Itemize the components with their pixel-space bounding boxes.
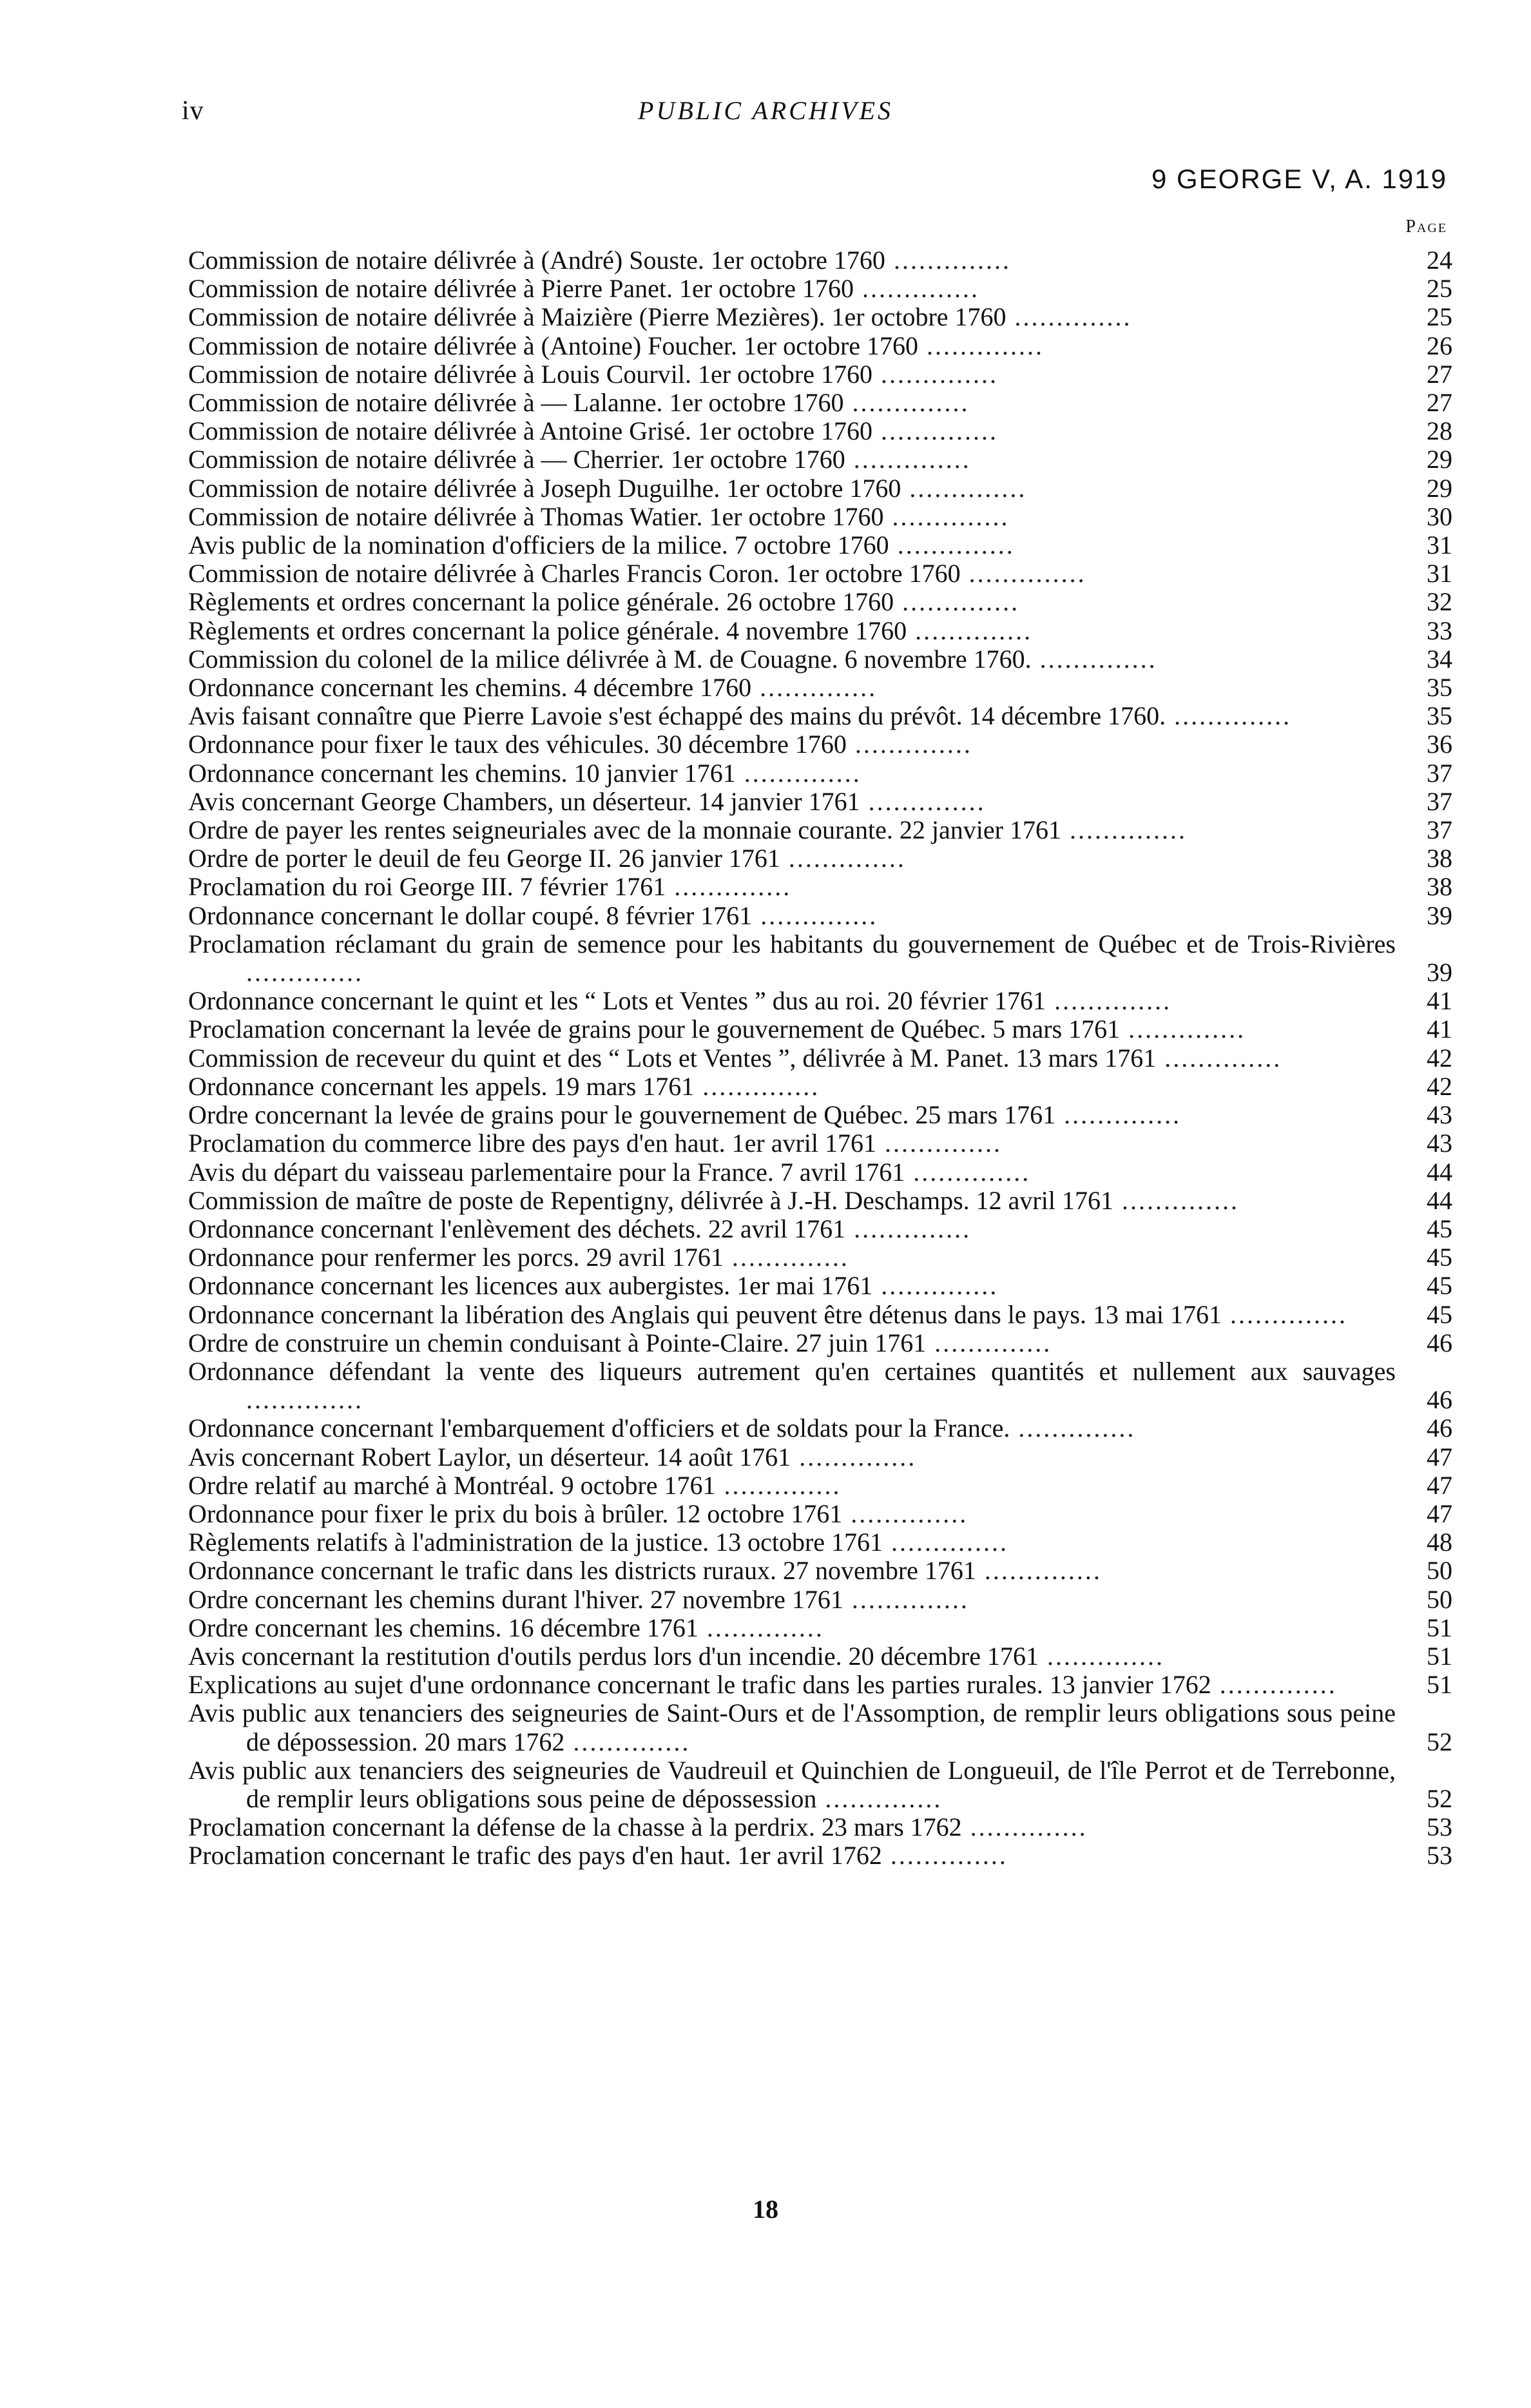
toc-entry-title: Commission de notaire délivrée à Antoine Grisé. 1er octobre 1760 [188,416,872,446]
toc-entry-title: Commission de notaire délivrée à — Lalanne. 1er octobre 1760 [188,388,844,418]
dot-leader: .............. [564,1727,691,1756]
toc-entry-wrapper [188,1557,1396,1585]
toc-entry-title: Ordre de porter le deuil de feu George II. 26 janvier 1761 [188,844,780,873]
toc-entry [188,1101,1452,1129]
table-of-contents [188,246,1452,1870]
toc-entry [188,1357,1452,1414]
toc-entry-page: 52 [1427,1783,1452,1813]
toc-entry-title: Proclamation concernant la défense de la chasse à la perdrix. 23 mars 1762 [188,1812,962,1842]
toc-entry-wrapper [188,1528,1396,1557]
toc-entry-title: Ordonnance concernant la libération des Anglais qui peuvent être détenus dans le pays. 13 mai 1761 [188,1299,1222,1329]
toc-entry-title: Commission de notaire délivrée à Joseph Duguilhe. 1er octobre 1760 [188,473,901,503]
dot-leader: .............. [976,1556,1102,1586]
toc-entry [188,1243,1452,1272]
toc-entry [188,1500,1452,1528]
toc-entry-page: 25 [1427,274,1452,304]
toc-entry-page: 42 [1427,1043,1452,1073]
toc-entry-title: Ordonnance concernant les appels. 19 mars 1761 [188,1071,695,1101]
dot-leader: .............. [843,1584,969,1614]
toc-entry-page: 44 [1427,1185,1452,1215]
dot-leader: .............. [872,359,998,389]
toc-entry-page: 53 [1427,1841,1452,1870]
dot-leader: .............. [885,246,1011,275]
toc-entry-wrapper [188,1243,1396,1272]
dot-leader: .............. [918,331,1045,360]
toc-entry [188,1586,1452,1614]
toc-entry-title: Ordonnance concernant les chemins. 4 décembre 1760 [188,673,752,703]
toc-entry-wrapper [188,702,1396,730]
dot-leader: .............. [1120,1015,1246,1044]
toc-entry [188,816,1452,844]
dot-leader: .............. [715,1470,842,1500]
toc-entry [188,389,1452,417]
toc-entry-wrapper [188,902,1396,930]
toc-entry-wrapper [188,332,1396,360]
toc-entry-title: Avis public aux tenanciers des seigneuries de Vaudreuil et Quinchien de Longueuil, de l'île Perrot et de Terrebonne, de remplir leurs obligations sous peine de dépossession [188,1755,1396,1813]
toc-entry-page: 48 [1427,1528,1452,1557]
dot-leader: .............. [666,872,792,902]
toc-entry [188,1015,1452,1044]
toc-entry [188,1215,1452,1243]
toc-entry-title: Avis concernant la restitution d'outils perdus lors d'un incendie. 20 décembre 1761 [188,1641,1039,1671]
toc-entry-title: Ordonnance concernant l'enlèvement des déchets. 22 avril 1761 [188,1214,846,1243]
toc-entry-title: Commission de notaire délivrée à Maizière (Pierre Mezières). 1er octobre 1760 [188,302,1006,332]
toc-entry-wrapper [188,303,1396,331]
toc-entry [188,1272,1452,1300]
dot-leader: .............. [1046,986,1172,1016]
toc-entry-title: Règlements et ordres concernant la police générale. 26 octobre 1760 [188,587,894,617]
toc-entry [188,1813,1452,1841]
toc-entry-title: Commission du colonel de la milice délivrée à M. de Couagne. 6 novembre 1760. [188,644,1032,674]
toc-entry-wrapper [188,389,1396,417]
dot-leader: .............. [816,1783,943,1813]
toc-entry [188,1044,1452,1073]
dot-leader: .............. [1166,701,1292,731]
toc-entry-wrapper [188,645,1396,674]
dot-leader: .............. [843,388,970,418]
toc-entry-title: Ordonnance concernant les licences aux aubergistes. 1er mai 1761 [188,1271,873,1301]
running-head: PUBLIC ARCHIVES [638,96,893,125]
toc-entry-wrapper [188,417,1396,445]
toc-entry-page: 35 [1427,673,1452,703]
page-column-heading: Page [1405,217,1447,237]
toc-entry-wrapper [188,730,1396,759]
toc-entry [188,759,1452,788]
toc-entry-title: Proclamation concernant le trafic des pays d'en haut. 1er avril 1762 [188,1841,882,1870]
toc-entry [188,1414,1452,1442]
toc-entry-title: Avis faisant connaître que Pierre Lavoie s'est échappé des mains du prévôt. 14 décembre 1760. [188,701,1166,731]
toc-entry-page: 27 [1427,359,1452,389]
toc-entry-page: 38 [1427,844,1452,873]
toc-entry-page: 43 [1427,1129,1452,1158]
dot-leader: .............. [1211,1670,1337,1700]
toc-entry-title: Avis public de la nomination d'officiers de la milice. 7 octobre 1760 [188,530,889,560]
toc-entry [188,503,1452,531]
toc-entry-page: 31 [1427,559,1452,588]
toc-entry-wrapper [188,1586,1396,1614]
dot-leader: .............. [246,958,363,987]
dot-leader: .............. [872,416,998,446]
toc-entry [188,1699,1452,1756]
dot-leader: .............. [1156,1043,1282,1073]
toc-entry-title: Ordonnance concernant l'embarquement d'officiers et de soldats pour la France. [188,1413,1010,1443]
toc-entry-wrapper [188,1414,1396,1442]
toc-entry [188,873,1452,901]
toc-entry-page: 26 [1427,331,1452,360]
toc-entry-title: Règlements et ordres concernant la police générale. 4 novembre 1760 [188,616,907,645]
toc-entry-title: Commission de notaire délivrée à — Cherrier. 1er octobre 1760 [188,445,845,474]
toc-entry-wrapper [188,503,1396,531]
toc-entry-title: Ordre concernant les chemins durant l'hiver. 27 novembre 1761 [188,1584,843,1614]
toc-entry-wrapper [188,246,1396,275]
toc-entry-page: 34 [1427,644,1452,674]
toc-entry-page: 47 [1427,1442,1452,1471]
toc-entry [188,788,1452,816]
dot-leader: .............. [872,1271,999,1301]
toc-entry-title: Ordre concernant la levée de grains pour le gouvernement de Québec. 25 mars 1761 [188,1100,1056,1130]
toc-entry-wrapper [188,987,1396,1015]
toc-entry-title: Avis concernant George Chambers, un déserteur. 14 janvier 1761 [188,786,860,816]
toc-entry-page: 45 [1427,1214,1452,1243]
toc-entry-title: Proclamation concernant la levée de grains pour le gouvernement de Québec. 5 mars 1761 [188,1015,1121,1044]
toc-entry [188,1329,1452,1357]
toc-entry-title: Ordonnance pour fixer le prix du bois à brûler. 12 octobre 1761 [188,1499,843,1528]
toc-entry-page: 28 [1427,416,1452,446]
toc-entry-page: 29 [1427,473,1452,503]
toc-entry-page: 33 [1427,616,1452,645]
toc-entry-wrapper [188,1015,1396,1044]
toc-entry-page: 45 [1427,1299,1452,1329]
toc-entry-page: 29 [1427,445,1452,474]
toc-entry-page: 42 [1427,1071,1452,1101]
dot-leader: .............. [1061,815,1187,845]
toc-entry-wrapper [188,1215,1396,1243]
toc-entry-title: Commission de receveur du quint et des “ Lots et Ventes ”, délivrée à M. Panet. 13 mars 1761 [188,1043,1157,1073]
toc-entry-title: Commission de maître de poste de Repentigny, délivrée à J.-H. Deschamps. 12 avril 1761 [188,1185,1113,1215]
toc-entry-wrapper [188,1272,1396,1300]
toc-entry-wrapper [188,1101,1396,1129]
dot-leader: .............. [854,274,980,304]
toc-entry [188,275,1452,303]
toc-entry [188,1158,1452,1187]
signature-number: 18 [753,2195,778,2224]
toc-entry-wrapper [188,531,1396,559]
dot-leader: .............. [1055,1100,1182,1130]
toc-entry-wrapper [188,588,1396,616]
toc-entry [188,1073,1452,1101]
toc-entry-page: 41 [1427,1015,1452,1044]
toc-entry-wrapper [188,1614,1396,1642]
dot-leader: .............. [1006,302,1132,332]
toc-entry [188,674,1452,702]
toc-entry-title: Commission de notaire délivrée à Thomas Watier. 1er octobre 1760 [188,501,884,531]
toc-entry-page: 50 [1427,1556,1452,1586]
toc-entry-wrapper [188,1443,1396,1471]
toc-entry-wrapper [188,1073,1396,1101]
toc-entry [188,559,1452,588]
toc-entry-title: Règlements relatifs à l'administration de la justice. 13 octobre 1761 [188,1528,883,1557]
dot-leader: .............. [694,1071,820,1101]
dot-leader: .............. [883,501,1010,531]
dot-leader: .............. [860,786,986,816]
toc-entry-wrapper [188,445,1396,474]
dot-leader: .............. [881,1841,1008,1870]
toc-entry-page: 38 [1427,872,1452,902]
toc-entry [188,1301,1452,1329]
toc-entry-title: Commission de notaire délivrée à (André) Souste. 1er octobre 1760 [188,246,885,275]
toc-entry [188,445,1452,474]
toc-entry-page: 51 [1427,1641,1452,1671]
toc-entry [188,1471,1452,1500]
toc-entry [188,1443,1452,1471]
toc-entry-wrapper [188,930,1396,987]
toc-entry-page: 51 [1427,1670,1452,1700]
toc-entry-title: Commission de notaire délivrée à Charles Francis Coron. 1er octobre 1760 [188,559,961,588]
toc-entry [188,1187,1452,1215]
toc-entry [188,1129,1452,1158]
toc-entry-page: 47 [1427,1470,1452,1500]
toc-entry [188,303,1452,331]
dot-leader: .............. [907,616,1033,645]
toc-entry-page: 47 [1427,1499,1452,1528]
toc-entry [188,332,1452,360]
toc-entry [188,702,1452,730]
toc-entry-wrapper [188,474,1396,503]
toc-entry-page: 50 [1427,1584,1452,1614]
toc-entry-page: 37 [1427,786,1452,816]
toc-entry [188,417,1452,445]
dot-leader: .............. [926,1328,1052,1357]
dot-leader: .............. [842,1499,968,1528]
toc-entry-page: 44 [1427,1157,1452,1187]
toc-entry [188,730,1452,759]
toc-entry [188,844,1452,873]
toc-entry [188,645,1452,674]
toc-entry-page: 51 [1427,1613,1452,1642]
toc-entry [188,617,1452,645]
toc-entry-wrapper [188,674,1396,702]
toc-entry [188,246,1452,275]
toc-entry [188,1756,1452,1813]
toc-entry-wrapper [188,559,1396,588]
toc-entry-title: Ordonnance concernant le trafic dans les districts ruraux. 27 novembre 1761 [188,1556,976,1586]
toc-entry-title: Ordre relatif au marché à Montréal. 9 octobre 1761 [188,1470,716,1500]
toc-entry-wrapper [188,1813,1396,1841]
dot-leader: .............. [246,1385,363,1415]
dot-leader: .............. [889,530,1015,560]
toc-entry-page: 45 [1427,1243,1452,1272]
toc-entry-page: 35 [1427,701,1452,731]
toc-entry-title: Commission de notaire délivrée à (Antoine) Foucher. 1er octobre 1760 [188,331,919,360]
toc-entry [188,588,1452,616]
toc-entry-page: 32 [1427,587,1452,617]
toc-entry-wrapper [188,1044,1396,1073]
toc-entry-title: Ordonnance concernant le dollar coupé. 8 février 1761 [188,900,753,930]
toc-entry-wrapper [188,1301,1396,1329]
toc-entry [188,531,1452,559]
dot-leader: .............. [960,559,1086,588]
toc-entry [188,474,1452,503]
dot-leader: .............. [905,1157,1031,1187]
page-folio: iv [182,96,204,126]
toc-entry-wrapper [188,1129,1396,1158]
dot-leader: .............. [791,1442,917,1471]
toc-entry-wrapper [188,759,1396,788]
toc-entry-wrapper [188,1158,1396,1187]
toc-entry-page: 37 [1427,815,1452,845]
dot-leader: .............. [1010,1413,1136,1443]
toc-entry-wrapper [188,1471,1396,1500]
dot-leader: .............. [1113,1185,1239,1215]
dot-leader: .............. [876,1129,1002,1158]
toc-entry-wrapper [188,1756,1396,1813]
toc-entry-title: Proclamation du roi George III. 7 février 1761 [188,872,666,902]
dot-leader: .............. [961,1812,1088,1842]
toc-entry [188,902,1452,930]
dot-leader: .............. [1031,644,1157,674]
toc-entry-wrapper [188,1187,1396,1215]
toc-entry-wrapper [188,873,1396,901]
toc-entry-page: 46 [1427,1328,1452,1357]
toc-entry-page: 37 [1427,758,1452,788]
toc-entry-page: 27 [1427,388,1452,418]
toc-entry-wrapper [188,1500,1396,1528]
toc-entry-page: 24 [1427,246,1452,275]
toc-entry-title: Explications au sujet d'une ordonnance concernant le trafic dans les parties rurales. 13 janvier 1762 [188,1670,1211,1700]
toc-entry [188,987,1452,1015]
toc-entry [188,1841,1452,1870]
toc-entry-wrapper [188,1671,1396,1699]
toc-entry-title: Avis public aux tenanciers des seigneuries de Saint-Ours et de l'Assomption, de remplir leurs obligations sous peine de dépossession. 20 mars 1762 [188,1698,1396,1756]
dot-leader: .............. [723,1243,849,1272]
toc-entry-wrapper [188,275,1396,303]
toc-entry-page: 45 [1427,1271,1452,1301]
toc-entry-wrapper [188,816,1396,844]
toc-entry-title: Ordonnance pour renfermer les porcs. 29 avril 1761 [188,1243,724,1272]
toc-entry-title: Commission de notaire délivrée à Pierre Panet. 1er octobre 1760 [188,274,854,304]
toc-entry-page: 46 [1427,1385,1452,1415]
toc-entry-wrapper [188,617,1396,645]
toc-entry-title: Proclamation réclamant du grain de semence pour les habitants du gouvernement de Québec et de Trois-Rivières [188,929,1396,958]
dot-leader: .............. [883,1528,1009,1557]
toc-entry-title: Ordonnance défendant la vente des liqueurs autrement qu'en certaines quantités et nullement aux sauvages [188,1356,1396,1386]
toc-entry-title: Proclamation du commerce libre des pays d'en haut. 1er avril 1761 [188,1129,876,1158]
dot-leader: .............. [698,1613,824,1642]
toc-entry-title: Ordonnance pour fixer le taux des véhicules. 30 décembre 1760 [188,730,847,759]
toc-entry-wrapper [188,1329,1396,1357]
toc-entry-title: Ordre de construire un chemin conduisant à Pointe-Claire. 27 juin 1761 [188,1328,927,1357]
toc-entry [188,360,1452,389]
toc-entry-title: Avis du départ du vaisseau parlementaire pour la France. 7 avril 1761 [188,1157,905,1187]
toc-entry-title: Avis concernant Robert Laylor, un déserteur. 14 août 1761 [188,1442,791,1471]
toc-entry [188,1671,1452,1699]
dot-leader: .............. [751,673,878,703]
toc-entry-title: Ordre de payer les rentes seigneuriales avec de la monnaie courante. 22 janvier 1761 [188,815,1061,845]
dot-leader: .............. [1039,1641,1165,1671]
toc-entry-page: 31 [1427,530,1452,560]
toc-entry-page: 46 [1427,1413,1452,1443]
dot-leader: .............. [845,1214,972,1243]
toc-entry-page: 43 [1427,1100,1452,1130]
toc-entry-wrapper [188,1357,1396,1414]
dot-leader: .............. [846,730,972,759]
toc-entry-wrapper [188,1841,1396,1870]
toc-entry-page: 39 [1427,900,1452,930]
toc-entry-wrapper [188,360,1396,389]
toc-entry-page: 52 [1427,1727,1452,1756]
dot-leader: .............. [752,900,878,930]
dot-leader: .............. [901,473,1027,503]
toc-entry-page: 39 [1427,958,1452,987]
toc-entry-page: 30 [1427,501,1452,531]
toc-entry [188,1642,1452,1671]
toc-entry-wrapper [188,1699,1396,1756]
toc-entry-wrapper [188,844,1396,873]
toc-entry-page: 53 [1427,1812,1452,1842]
toc-entry-page: 36 [1427,730,1452,759]
dot-leader: .............. [845,445,971,474]
dot-leader: .............. [1221,1299,1347,1329]
toc-entry [188,930,1452,987]
toc-entry [188,1614,1452,1642]
toc-entry-wrapper [188,788,1396,816]
toc-entry [188,1528,1452,1557]
dot-leader: .............. [735,758,862,788]
toc-entry-page: 25 [1427,302,1452,332]
toc-entry-title: Ordonnance concernant le quint et les “ Lots et Ventes ” dus au roi. 20 février 1761 [188,986,1046,1016]
toc-entry-wrapper [188,1642,1396,1671]
toc-entry-title: Commission de notaire délivrée à Louis Courvil. 1er octobre 1760 [188,359,872,389]
toc-entry-title: Ordonnance concernant les chemins. 10 janvier 1761 [188,758,736,788]
session-reference: 9 GEORGE V, A. 1919 [1151,164,1447,194]
toc-entry [188,1557,1452,1585]
dot-leader: .............. [780,844,906,873]
toc-entry-page: 41 [1427,986,1452,1016]
dot-leader: .............. [894,587,1020,617]
toc-entry-title: Ordre concernant les chemins. 16 décembre 1761 [188,1613,698,1642]
